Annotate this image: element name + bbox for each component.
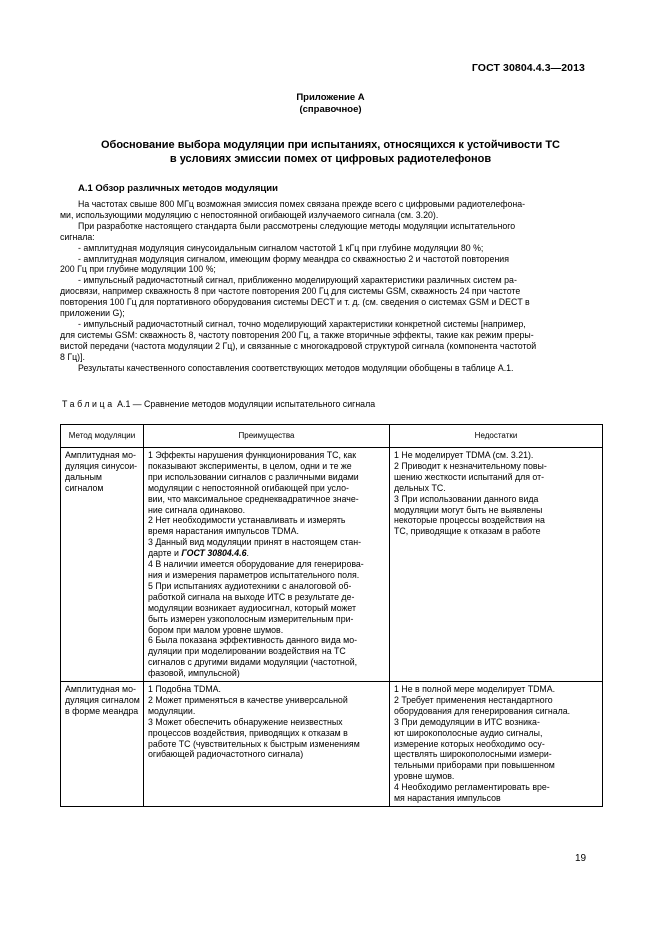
disadvantages-cell: [390, 448, 603, 682]
cell-line: 5 При испытаниях аудиотехники с аналоговой об-: [148, 580, 352, 591]
cell-line: 3 Может обеспечить обнаружение неизвестных: [148, 716, 343, 727]
cell-line: 1 Не моделирует TDMA (см. 3.21).: [394, 450, 534, 460]
paragraph-line: При разработке настоящего стандарта были рассмотрены следующие методы модуляции испытательного: [78, 220, 516, 231]
cell-line: 3 При демодуляции в ИТС возника-: [394, 716, 540, 727]
cell-line: 2 Может применяться в качестве универсальной: [148, 694, 348, 705]
body-text: [60, 199, 601, 374]
table-header-row: [61, 425, 603, 448]
table-caption-text: А.1 — Сравнение методов модуляции испытательного сигнала: [117, 399, 376, 409]
appendix-heading: [60, 92, 601, 116]
cell-line: огибающей радиочастотного сигнала): [148, 749, 304, 760]
cell-line: Амплитудная мо-: [65, 684, 136, 695]
cell-line: процессов воздействия, приводящих к отказам в: [148, 727, 348, 738]
cell-line: 2 Нет необходимости устанавливать и измерять: [148, 515, 346, 526]
disadvantages-cell: [390, 682, 603, 807]
advantages-cell: [144, 448, 390, 682]
cell-line: быть измерен узкополосным измерительным при-: [148, 613, 354, 624]
table-row: [61, 448, 603, 682]
paragraph-line: приложении G);: [60, 308, 125, 319]
document-title-line: Обоснование выбора модуляции при испытаниях, относящихся к устойчивости ТС: [101, 139, 560, 151]
cell-line: работкой сигнала на выходе ИТС в результате де-: [148, 591, 355, 602]
paragraph-line: На частотах свыше 800 МГц возможная эмиссия помех связана прежде всего с цифровыми радиотелефона-: [78, 199, 526, 209]
cell-line: модуляции могут быть не выявлены: [394, 504, 543, 515]
cell-line: дельных ТС.: [394, 482, 446, 493]
cell-line: [148, 548, 386, 559]
cell-line: 2 Приводит к незначительному повы-: [394, 460, 547, 471]
list-item: - амплитудная модуляция сигналом, имеющим форму меандра со скважностью 2 и частотой повторения: [78, 253, 509, 264]
cell-line: измерение которых необходимо осу-: [394, 738, 545, 749]
standard-number-header: ГОСТ 30804.4.3—2013: [471, 62, 585, 74]
paragraph-line: вистой передачи (частота модуляции 2 Гц), и связанные с многокадровой структурой сигнала (компонента частотой: [60, 340, 537, 351]
cell-line: 2 Требует применения нестандартного: [394, 694, 553, 705]
paragraph-line: 200 Гц при глубине модуляции 100 %;: [60, 264, 216, 275]
cell-line: ществлять широкополосными измери-: [394, 749, 552, 760]
cell-line: дуляция синусои-: [65, 460, 138, 471]
cell-line: работе ТС (чувствительных к быстрым изменениям: [148, 738, 360, 749]
advantages-cell: [144, 682, 390, 807]
cell-line: Амплитудная мо-: [65, 450, 136, 460]
cell-line: 4 Необходимо регламентировать вре-: [394, 782, 550, 793]
document-title: [60, 138, 601, 166]
cell-line: сигналов с другими видами модуляции (частотной,: [148, 657, 358, 668]
list-item: - импульсный радиочастотный сигнал, точно моделирующий характеристики конкретной системы [например,: [78, 318, 526, 329]
cell-line: 1 Подобна TDMA.: [148, 684, 221, 695]
cell-line: ТС, приводящие к отказам в работе: [394, 526, 541, 537]
cell-text: дарте и: [148, 548, 182, 559]
cell-line: дуляция сигналом: [65, 694, 140, 705]
cell-line: некоторые процессы воздействия на: [394, 515, 545, 526]
cell-line: дальным сигналом: [65, 471, 104, 493]
cell-line: 4 В наличии имеется оборудование для генерирова-: [148, 559, 364, 570]
cell-line: 3 Данный вид модуляции принят в настоящем стан-: [148, 537, 362, 548]
cell-line: 3 При использовании данного вида: [394, 493, 539, 504]
paragraph-line: для системы GSM: скважность 8, частоту повторения 200 Гц, а также вторичные эффекты, такие как режим преры-: [60, 329, 534, 340]
cell-line: оборудования для генерирования сигнала.: [394, 705, 571, 716]
paragraph-line: диосвязи, например скважность 8 при частоте повторения 200 Гц для системы GSM, скважность 24 при частоте: [60, 286, 521, 297]
cell-line: 1 Эффекты нарушения функционирования ТС, как: [148, 450, 357, 460]
cell-line: время нарастания импульсов TDMA.: [148, 526, 299, 537]
cell-line: ют широкополосные аудио сигналы,: [394, 727, 543, 738]
standard-reference: ГОСТ 30804.4.6: [181, 548, 247, 559]
cell-line: шению жесткости испытаний для от-: [394, 471, 545, 482]
cell-line: модуляции.: [148, 705, 196, 716]
list-item: - импульсный радиочастотный сигнал, приближенно моделирующий характеристики различных систем ра-: [78, 275, 517, 286]
table-caption-prefix: Таблица: [62, 399, 115, 409]
cell-line: модуляции с непостоянной огибающей при усло-: [148, 482, 349, 493]
section-heading: А.1 Обзор различных методов модуляции: [78, 183, 278, 194]
cell-text: .: [246, 548, 249, 559]
cell-line: фазовой, импульсной): [148, 668, 240, 679]
page-number: 19: [575, 853, 587, 864]
cell-line: показывают эксперименты, в целом, одни и те же: [148, 460, 352, 471]
appendix-title: Приложение А: [296, 92, 365, 103]
cell-line: бором при малом уровне шумов.: [148, 624, 284, 635]
paragraph-line: ми, использующими модуляцию с непостоянной огибающей излучаемого сигнала (см. 3.20).: [60, 209, 439, 220]
cell-line: уровне шумов.: [394, 771, 455, 782]
document-title-line: в условиях эмиссии помех от цифровых радиотелефонов: [169, 153, 492, 165]
column-header-advantages: Преимущества: [144, 425, 390, 448]
method-cell: [61, 682, 144, 807]
table-row: [61, 682, 603, 807]
table-caption: [62, 399, 375, 409]
paragraph-line: Результаты качественного сопоставления соответствующих методов модуляции обобщены в таблице А.1.: [78, 362, 514, 373]
column-header-disadvantages: Недостатки: [390, 425, 603, 448]
cell-line: при использовании сигналов с различными видами: [148, 471, 359, 482]
cell-line: дуляции при моделировании воздействия на ТС: [148, 646, 346, 657]
cell-line: ние сигнала одинаково.: [148, 504, 246, 515]
appendix-subtitle: (справочное): [299, 104, 362, 115]
cell-line: тельными приборами при повышенном: [394, 760, 555, 771]
cell-line: модуляции возникает аудиосигнал, который может: [148, 602, 357, 613]
method-cell: [61, 448, 144, 682]
cell-line: мя нарастания импульсов: [394, 793, 501, 804]
cell-line: 1 Не в полной мере моделирует TDMA.: [394, 684, 556, 695]
paragraph-line: 8 Гц)].: [60, 351, 85, 362]
comparison-table: [60, 424, 603, 807]
column-header-method: Метод модуляции: [61, 425, 144, 448]
cell-line: 6 Была показана эффективность данного вида мо-: [148, 635, 358, 646]
list-item: - амплитудная модуляция синусоидальным сигналом частотой 1 кГц при глубине модуляции 80 %;: [78, 242, 484, 253]
paragraph-line: сигнала:: [60, 231, 95, 242]
cell-line: вии, что максимальное среднеквадратичное значе-: [148, 493, 359, 504]
cell-line: ния и измерения параметров испытательного поля.: [148, 569, 360, 580]
cell-line: в форме меандра: [65, 705, 139, 716]
paragraph-line: повторения 100 Гц для портативного оборудования системы DECT и т. д. (см. сведения о системах GSM и DECT в: [60, 297, 530, 308]
